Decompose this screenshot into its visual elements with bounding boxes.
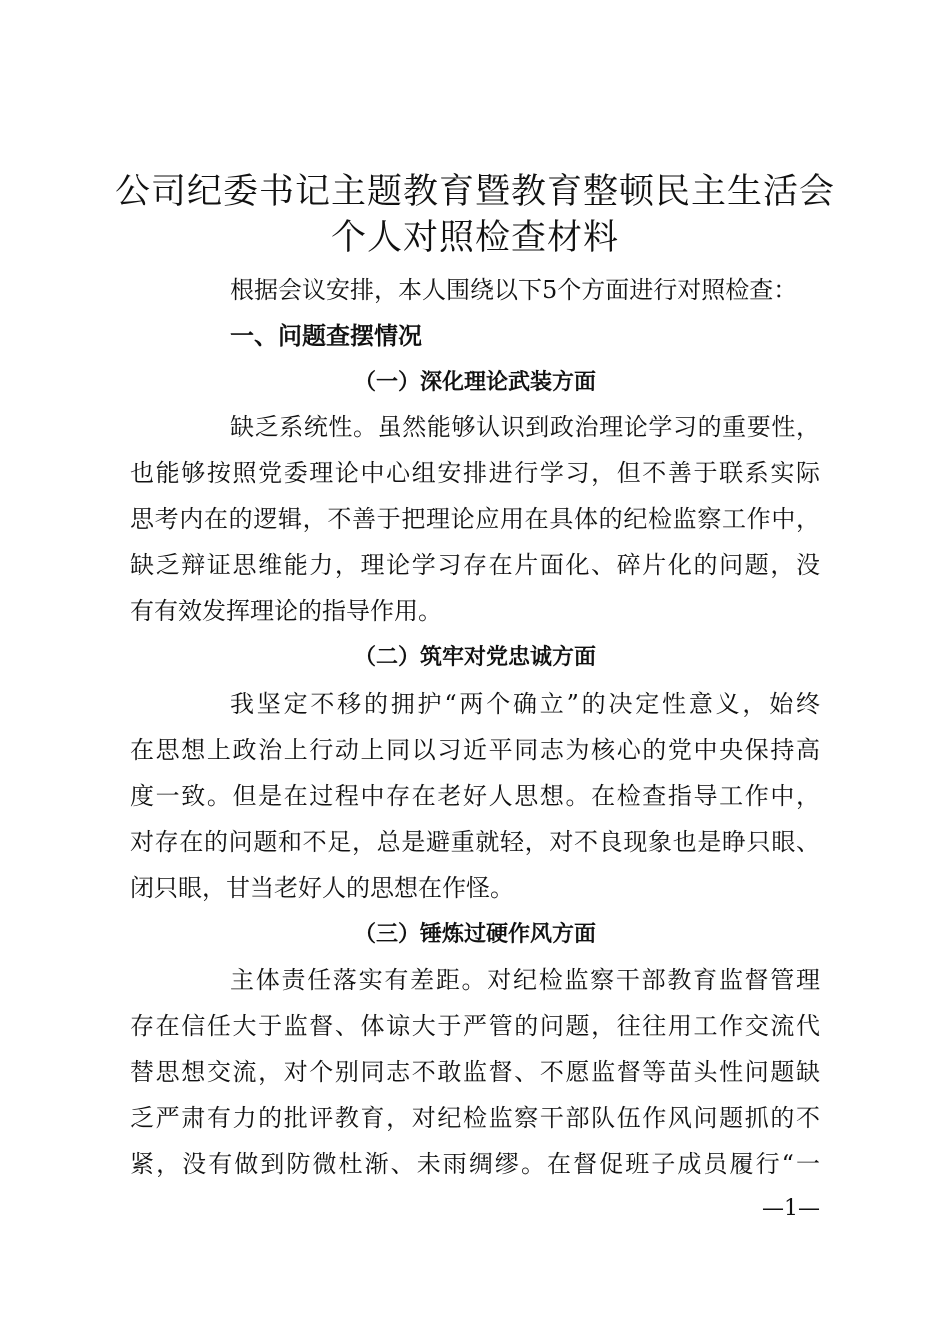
paragraph-line: 度一致。但是在过程中存在老好人思想。在检查指导工作中， <box>130 782 820 810</box>
page-number: —1— <box>762 1196 820 1221</box>
paragraph-line: 主体责任落实有差距。对纪检监察干部教育监督管理 <box>230 966 820 994</box>
paragraph-line: 对存在的问题和不足，总是避重就轻，对不良现象也是睁只眼、 <box>130 828 820 856</box>
paragraph-line: 闭只眼，甘当老好人的思想在作怪。 <box>130 874 514 902</box>
paragraph-line: 缺乏系统性。虽然能够认识到政治理论学习的重要性， <box>230 413 820 441</box>
paragraph-line: 有有效发挥理论的指导作用。 <box>130 597 442 625</box>
paragraph-line: 替思想交流，对个别同志不敢监督、不愿监督等苗头性问题缺 <box>130 1058 820 1086</box>
paragraph-line: 思考内在的逻辑，不善于把理论应用在具体的纪检监察工作中， <box>130 505 820 533</box>
subsection-heading-1: （一）深化理论武装方面 <box>353 369 596 395</box>
paragraph-line: 我坚定不移的拥护“两个确立”的决定性意义，始终 <box>230 690 820 718</box>
subsection-heading-3: （三）锤炼过硬作风方面 <box>353 921 596 947</box>
paragraph-line: 在思想上政治上行动上同以习近平同志为核心的党中央保持高 <box>130 736 820 764</box>
paragraph-line: 也能够按照党委理论中心组安排进行学习，但不善于联系实际 <box>130 459 820 487</box>
document-title-line2: 个人对照检查材料 <box>330 218 619 258</box>
paragraph-line: 紧，没有做到防微杜渐、未雨绸缪。在督促班子成员履行“一 <box>130 1150 820 1178</box>
subsection-heading-2: （二）筑牢对党忠诚方面 <box>353 644 596 670</box>
paragraph-line: 乏严肃有力的批评教育，对纪检监察干部队伍作风问题抓的不 <box>130 1104 820 1132</box>
paragraph-line: 缺乏辩证思维能力，理论学习存在片面化、碎片化的问题，没 <box>130 551 820 579</box>
intro-paragraph: 根据会议安排，本人围绕以下5个方面进行对照检查： <box>230 276 798 304</box>
paragraph-line: 存在信任大于监督、体谅大于严管的问题，往往用工作交流代 <box>130 1012 820 1040</box>
document-title-line1: 公司纪委书记主题教育暨教育整顿民主生活会 <box>114 172 835 212</box>
section-heading: 一、问题查摆情况 <box>230 322 422 350</box>
